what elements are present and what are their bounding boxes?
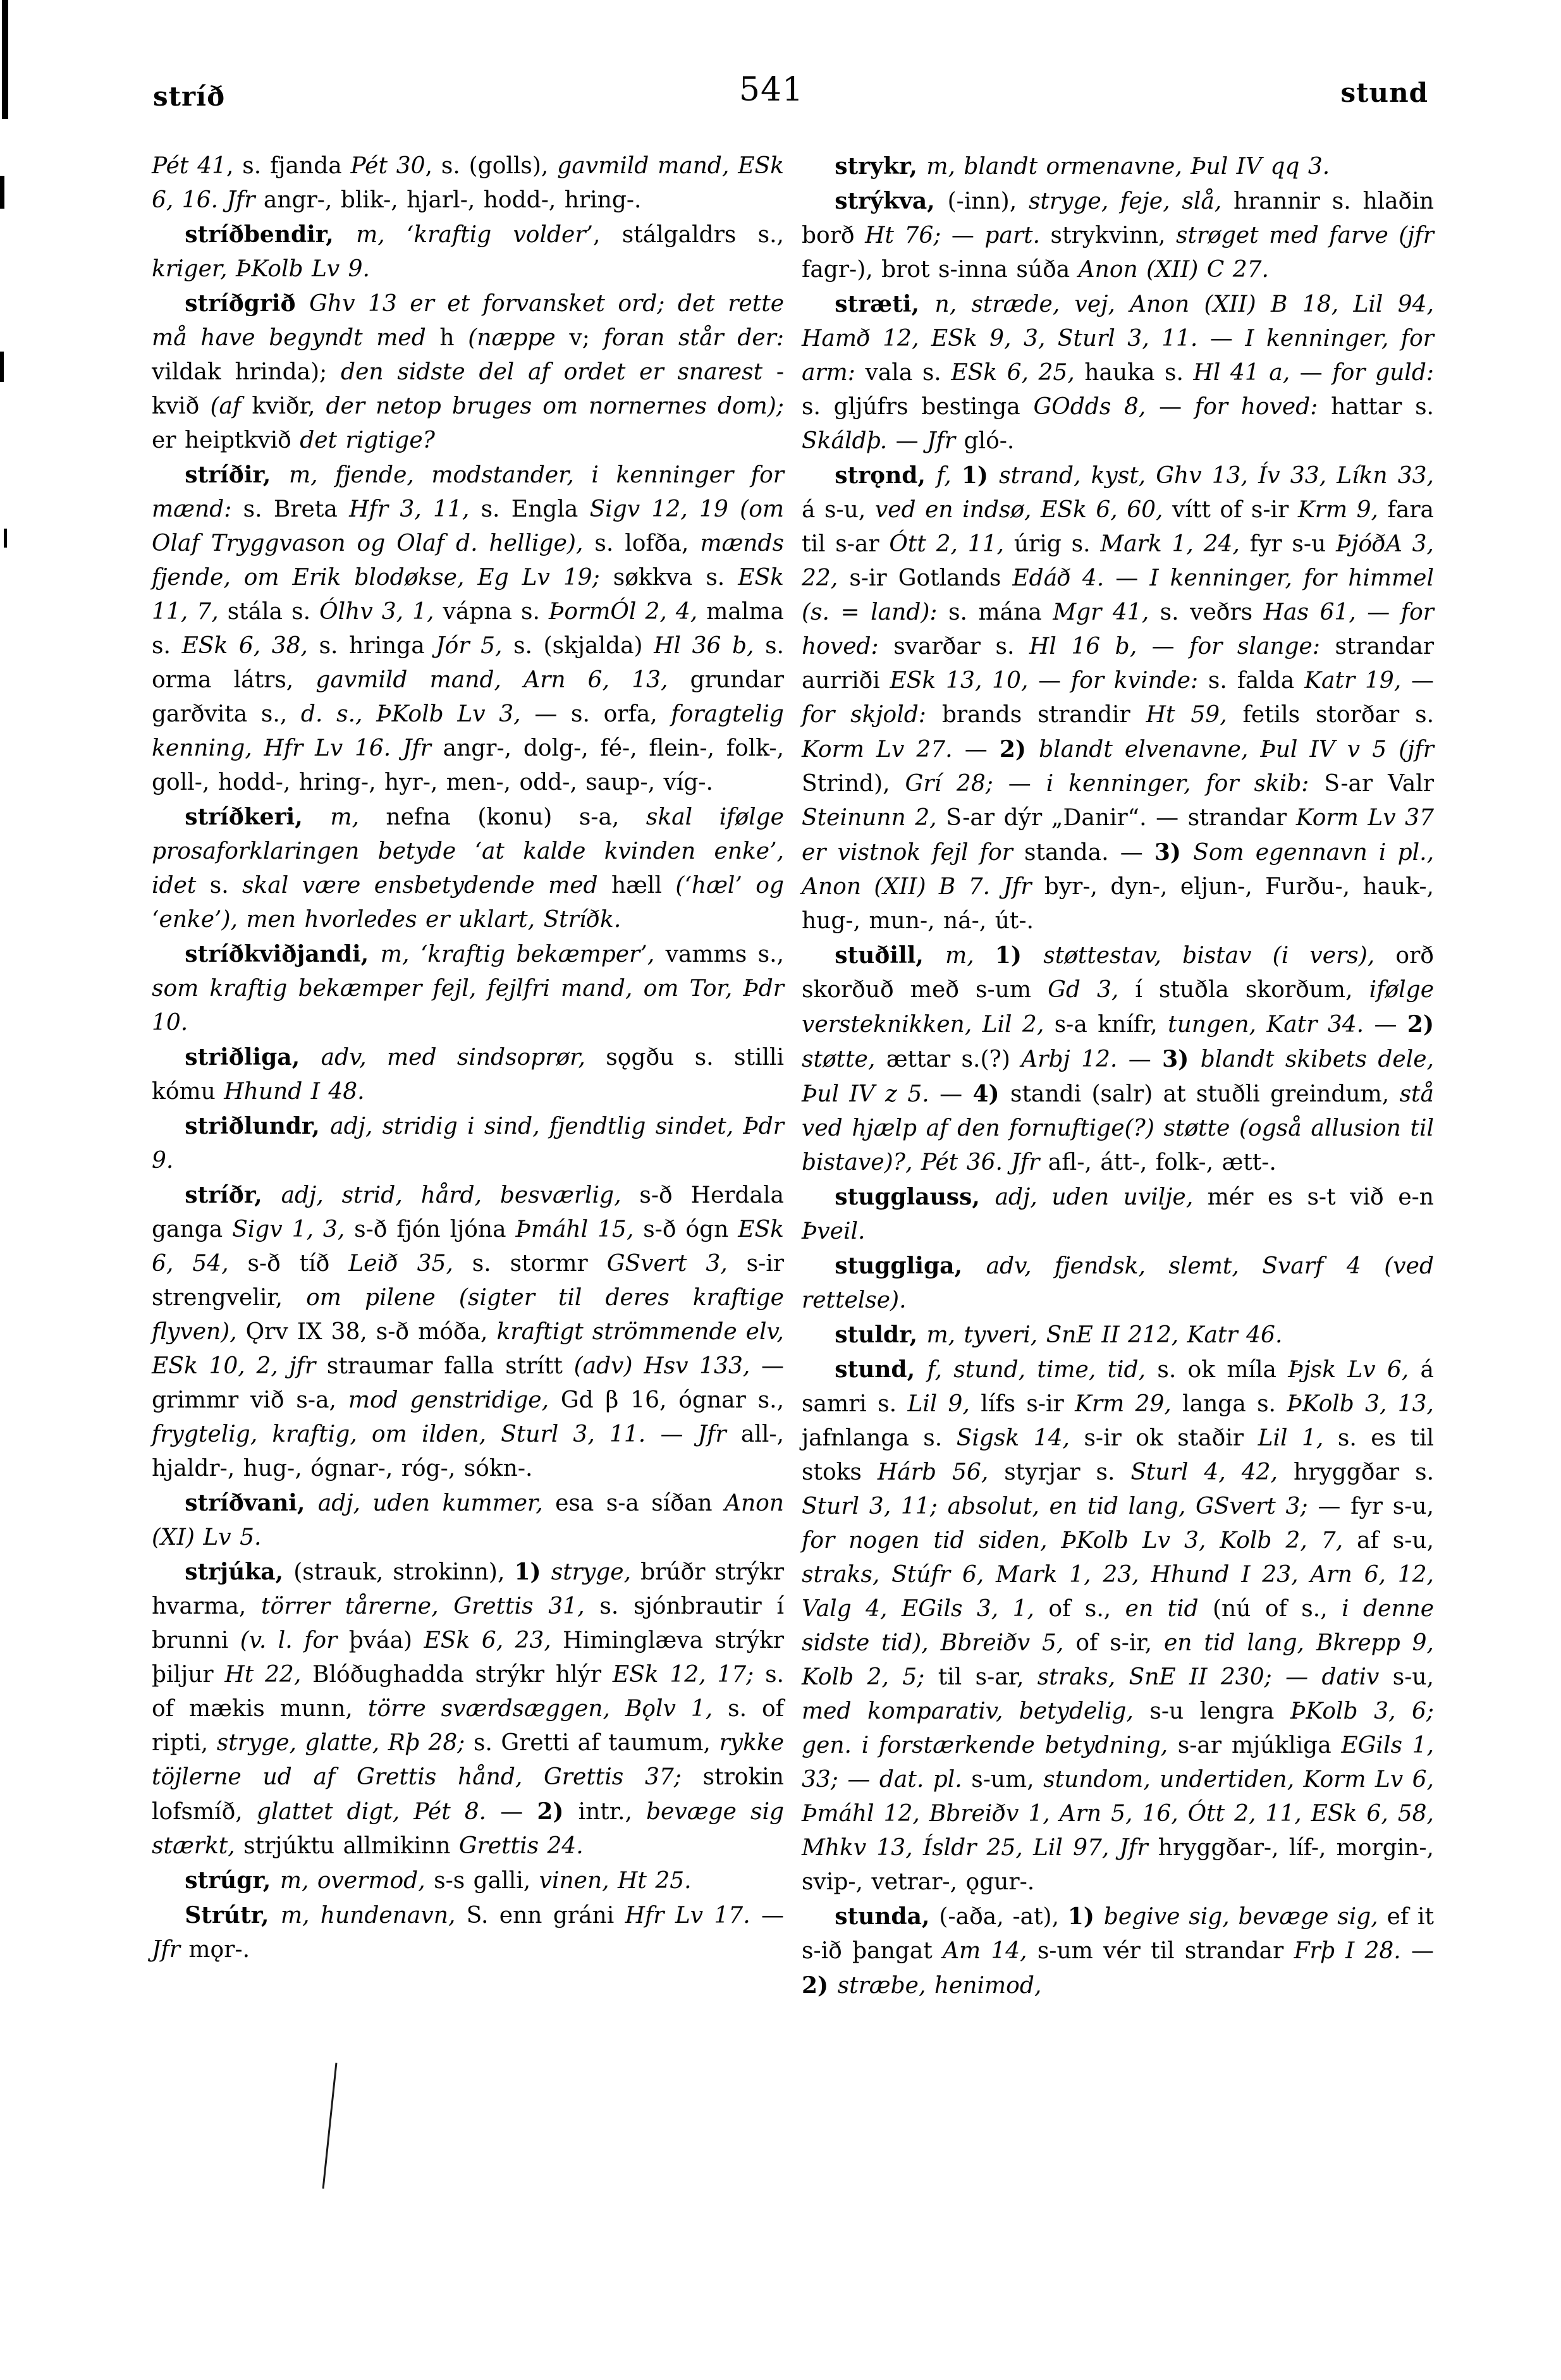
entry-paragraph: stríðvani, adj, uden kummer, esa s-a síðan Anon (XI) Lv 5. [152,1490,784,1550]
text-column-right [802,149,1434,2003]
entry-paragraph: strykr, m, blandt ormenavne, Þul IV qq 3. [835,153,1330,180]
running-head-right: stund [1340,77,1428,108]
entry-paragraph: striðlundr, adj, stridig i sind, fjendtlig sindet, Þdr 9. [152,1113,784,1174]
entry-paragraph: stunda, (-aða, -at), 1) begive sig, bevæge sig, ef it s-ið þangat Am 14, s-um vér til strandar Frþ I 28. — 2) stræbe, henimod, [802,1903,1434,1999]
scan-artifact [4,529,7,548]
entry-paragraph: stríðr, adj, strid, hård, besværlig, s-ð Herdala ganga Sigv 1, 3, s-ð fjón ljóna Þmáhl 15, s-ð ógn ESk 6, 54, s-ð tíð Leið 35, s. stormr GSvert 3, s-ir strengvelir, om pilene (sigter til deres kraftige flyven), Ǫrv IX 38, s-ð móða, kraftigt strömmende elv, ESk 10, 2, jfr straumar falla strítt (adv) Hsv 133, — grimmr við s-a, mod genstridige, Gd β 16, ógnar s., frygtelig, kraftig, om ilden, Sturl 3, 11. — Jfr all-, hjaldr-, hug-, ógnar-, róg-, sókn-. [152,1182,785,1481]
entry-paragraph: strǫnd, f, 1) strand, kyst, Ghv 13, Ív 33, Líkn 33, á s-u, ved en indsø, ESk 6, 60, vítt of s-ir Krm 9, fara til s-ar Ótt 2, 11, úrig s. Mark 1, 24, fyr s-u ÞjóðA 3, 22, s-ir Gotlands Edáð 4. — I kenninger, for himmel (s. = land): s. mána Mgr 41, s. veðrs Has 61, — for hoved: svarðar s. Hl 16 b, — for slange: strandar aurriði ESk 13, 10, — for kvinde: s. falda Katr 19, — for skjold: brands strandir Ht 59, fetils storðar s. Korm Lv 27. — 2) blandt elvenavne, Þul IV v 5 (jfr Strind), Grí 28; — i kenninger, for skib: S-ar Valr Steinunn 2, S-ar dýr „Danir“. — strandar Korm Lv 37 er vistnok fejl for standa. — 3) Som egennavn i pl., Anon (XII) B 7. Jfr byr-, dyn-, eljun-, Furðu-, hauk-, hug-, mun-, ná-, út-. [802,462,1435,934]
entry-paragraph: stríðir, m, fjende, modstander, i kenninger for mænd: s. Breta Hfr 3, 11, s. Engla Sigv 12, 19 (om Olaf Tryggvason og Olaf d. hellige), s. lofða, mænds fjende, om Erik blodøkse, Eg Lv 19; søkkva s. ESk 11, 7, stála s. Ólhv 3, 1, vápna s. ÞormÓl 2, 4, malma s. ESk 6, 38, s. hringa Jór 5, s. (skjalda) Hl 36 b, s. orma látrs, gavmild mand, Arn 6, 13, grundar garðvita s., d. s., ÞKolb Lv 3, — s. orfa, foragtelig kenning, Hfr Lv 16. Jfr angr-, dolg-, fé-, flein-, folk-, goll-, hodd-, hring-, hyr-, men-, odd-, saup-, víg-. [152,462,785,795]
entry-paragraph: stríðbendir, m, ‘kraftig volder’, stálgaldrs s., kriger, ÞKolb Lv 9. [152,221,785,282]
entry-paragraph: striðliga, adv, med sindsoprør, sǫgðu s. stilli kómu Hhund I 48. [152,1044,785,1105]
entry-paragraph: strýkva, (-inn), stryge, feje, slå, hrannir s. hlaðin borð Ht 76; — part. strykvinn, strøget med farve (jfr fagr-), brot s-inna súða Anon (XII) C 27. [802,188,1435,283]
entry-paragraph: stund, f, stund, time, tid, s. ok míla Þjsk Lv 6, á samri s. Lil 9, lífs s-ir Krm 29, langa s. ÞKolb 3, 13, jafnlanga s. Sigsk 14, s-ir ok staðir Lil 1, s. es til stoks Hárb 56, styrjar s. Sturl 4, 42, hryggðar s. Sturl 3, 11; absolut, en tid lang, GSvert 3; — fyr s-u, for nogen tid siden, ÞKolb Lv 3, Kolb 2, 7, af s-u, straks, Stúfr 6, Mark 1, 23, Hhund I 23, Arn 6, 12, Valg 4, EGils 3, 1, of s., en tid (nú of s., i denne sidste tid), Bbreiðv 5, of s-ir, en tid lang, Bkrepp 9, Kolb 2, 5; til s-ar, straks, SnE II 230; — dativ s-u, med komparativ, betydelig, s-u lengra ÞKolb 3, 6; gen. i forstærkende betydning, s-ar mjúkliga EGils 1, 33; — dat. pl. s-um, stundom, undertiden, Korm Lv 6, Þmáhl 12, Bbreiðv 1, Arn 5, 16, Ótt 2, 11, ESk 6, 58, Mhkv 13, Ísldr 25, Lil 97, Jfr hryggðar-, líf-, morgin-, svip-, vetrar-, ǫgur-. [802,1356,1435,1895]
entry-paragraph: stríðgrið Ghv 13 er et forvansket ord; det rette må have begyndt med h (næppe v; foran står der: vildak hrinda); den sidste del af ordet er snarest -kvið (af kviðr, der netop bruges om nornernes dom); er heiptkvið det rigtige? [152,290,784,453]
entry-paragraph: stríðkeri, m, nefna (konu) s-a, skal ifølge prosaforklaringen betyde ‘at kalde kvinden enke’, idet s. skal være ensbetydende med hæll (‘hæl’ og ‘enke’), men hvorledes er uklart, Stríðk. [152,804,784,933]
entry-paragraph: stuldr, m, tyveri, SnE II 212, Katr 46. [835,1322,1283,1348]
entry-paragraph: stuggliga, adv, fjendsk, slemt, Svarf 4 (ved rettelse). [802,1253,1434,1313]
entry-paragraph: stræti, n, stræde, vej, Anon (XII) B 18, Lil 94, Hamð 12, ESk 9, 3, Sturl 3, 11. — I kenninger, for arm: vala s. ESk 6, 25, hauka s. Hl 41 a, — for guld: s. gljúfrs bestinga GOdds 8, — for hoved: hattar s. Skáldþ. — Jfr gló-. [802,291,1434,454]
page-number: 541 [738,71,804,109]
entry-paragraph: stríðkviðjandi, m, ‘kraftig bekæmper’, vamms s., som kraftig bekæmper fejl, fejlfri mand, om Tor, Þdr 10. [152,941,785,1036]
entry-paragraph: Strútr, m, hundenavn, S. enn gráni Hfr Lv 17. — Jfr mǫr-. [152,1902,784,1963]
entry-paragraph: strúgr, m, overmod, s-s galli, vinen, Ht 25. [185,1867,692,1894]
scan-artifact-diagonal [322,2063,338,2188]
entry-paragraph: stugglauss, adj, uden uvilje, mér es s-t við e-n Þveil. [802,1184,1434,1244]
entry-paragraph: strjúka, (strauk, strokinn), 1) stryge, brúðr strýkr hvarma, törrer tårerne, Grettis 31, s. sjónbrautir í brunni (v. l. for þváa) ESk 6, 23, Himinglæva strýkr þiljur Ht 22, Blóðughadda strýkr hlýr ESk 12, 17; s. of mækis munn, törre sværdsæggen, Bǫlv 1, s. of ripti, stryge, glatte, Rþ 28; s. Gretti af taumum, rykke töjlerne ud af Grettis hånd, Grettis 37; strokin lofsmíð, glattet digt, Pét 8. — 2) intr., bevæge sig stærkt, strjúktu allmikinn Grettis 24. [152,1559,785,1859]
scan-artifact [0,176,4,209]
running-head-left: stríð [153,81,226,112]
entry-paragraph: stuðill, m, 1) støttestav, bistav (i vers), orð skorðuð með s-um Gd 3, í stuðla skorðum, ifølge versteknikken, Lil 2, s-a knífr, tungen, Katr 34. — 2) støtte, ættar s.(?) Arbj 12. — 3) blandt skibets dele, Þul IV z 5. — 4) standi (salr) at stuðli greindum, stå ved hjælp af den fornuftige(?) støtte (også allusion til bistave)?, Pét 36. Jfr afl-, átt-, folk-, ætt-. [802,942,1434,1175]
scan-artifact [0,352,4,382]
entry-paragraph: Pét 41, s. fjanda Pét 30, s. (golls), gavmild mand, ESk 6, 16. Jfr angr-, blik-, hjarl-, hodd-, hring-. [152,153,784,213]
text-column-left [152,149,784,1967]
